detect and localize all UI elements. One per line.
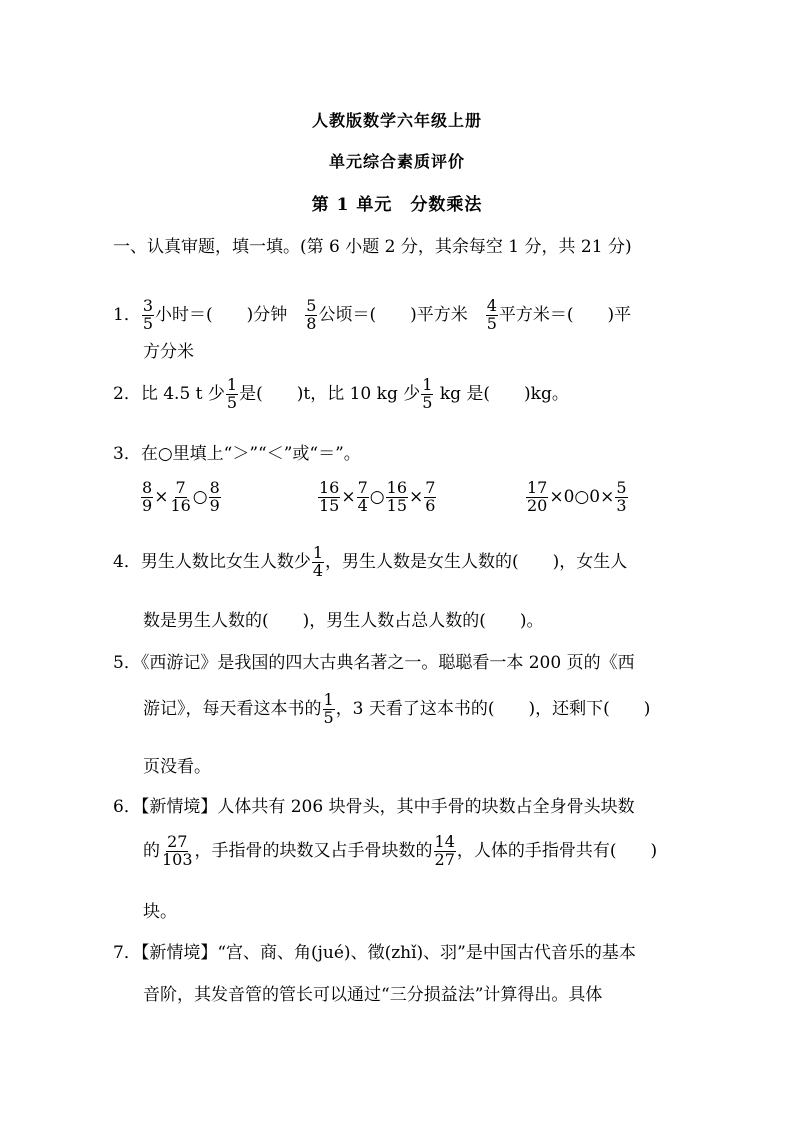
question-number: 4． xyxy=(113,551,141,572)
question-2 xyxy=(113,377,569,412)
fraction: $\frac{3}{5}$ xyxy=(142,296,154,333)
fraction: $\frac{1}{5}$ xyxy=(226,375,238,412)
answer-circle[interactable]: ○ xyxy=(192,486,208,507)
question-4-continued: 数是男生人数的( )，男生人数占总人数的( )。 xyxy=(143,611,544,631)
fraction: $\frac{14}{27}$ xyxy=(434,832,455,869)
answer-circle[interactable]: ×0○0× xyxy=(549,486,615,507)
question-1 xyxy=(113,298,631,333)
question-6-line-2: 的 $\frac{27}{103}$ ，手指骨的块数又占手骨块数的 $\frac{14}{27}$ ，人体的手指骨共有( ) xyxy=(143,832,658,869)
question-text: 在○里填上“＞”“＜”或“＝”。 xyxy=(140,444,361,464)
evaluation-title: 单元综合素质评价 xyxy=(328,152,465,171)
question-text: 小时＝( )分钟 xyxy=(155,304,288,325)
comparison-expression-3: $\frac{17}{20}$ ×0○0× $\frac{5}{3}$ xyxy=(527,478,627,515)
answer-circle[interactable]: ○ xyxy=(369,486,385,507)
question-text: 是( )t，比 10 kg 少 xyxy=(239,383,421,404)
question-text: 【新情境】人体共有 206 块骨头，其中手骨的块数占全身骨头块数 xyxy=(140,797,635,817)
unit-title: 第 1 单元 分数乘法 xyxy=(311,195,483,215)
question-4 xyxy=(113,545,627,580)
question-5-line-2: 游记》，每天看这本书的 $\frac{1}{5}$ ，3 天看了这本书的( )，还剩下( ) xyxy=(143,690,651,727)
question-6 xyxy=(113,792,635,817)
question-number: 1． xyxy=(113,304,141,325)
question-7-line-2: 音阶，其发音管的管长可以通过“三分损益法”计算得出。具体 xyxy=(143,985,603,1005)
book-title: 人教版数学六年级上册 xyxy=(311,111,482,130)
fraction: $\frac{27}{103}$ xyxy=(162,832,193,869)
section-heading: 一、认真审题，填一填。(第 6 小题 2 分，其余每空 1 分，共 21 分) xyxy=(113,237,632,257)
question-text: 《西游记》是我国的四大古典名著之一。聪聪看一本 200 页的《西 xyxy=(140,653,635,673)
question-number: 6． xyxy=(113,797,141,817)
question-number: 7． xyxy=(113,943,141,963)
question-5-line-3: 页没看。 xyxy=(143,757,211,777)
fraction: $\frac{1}{4}$ xyxy=(312,543,324,580)
question-text: 比 4.5 t 少 xyxy=(140,383,225,404)
fraction: $\frac{4}{5}$ xyxy=(486,296,497,333)
question-6-line-3: 块。 xyxy=(143,902,177,922)
question-text: 公顷＝( )平方米 xyxy=(318,304,468,325)
question-5 xyxy=(113,648,635,673)
question-number: 3． xyxy=(113,444,141,464)
question-7 xyxy=(113,938,636,963)
question-3 xyxy=(113,439,361,464)
question-text: 男生人数比女生人数少 xyxy=(140,551,311,572)
question-text: 【新情境】“宫、商、角(jué)、徵(zhǐ)、羽”是中国古代音乐的基本 xyxy=(140,943,636,963)
question-number: 2． xyxy=(113,383,141,404)
question-text: 平方米＝( )平 xyxy=(498,304,632,325)
question-number: 5． xyxy=(113,653,141,673)
comparison-expression-2: $\frac{16}{15}$ × $\frac{7}{4}$ ○ $\frac{16}{15}$ × $\frac{7}{6}$ xyxy=(319,478,436,515)
question-text: kg 是( )kg。 xyxy=(434,383,569,404)
question-text: ，男生人数是女生人数的( )，女生人 xyxy=(325,551,628,572)
fraction: $\frac{5}{8}$ xyxy=(306,296,317,333)
comparison-expression-1: $\frac{8}{9}$ × $\frac{7}{16}$ ○ $\frac{8}{9}$ xyxy=(142,478,220,515)
fraction: $\frac{1}{5}$ xyxy=(323,690,334,727)
question-1-continued: 方分米 xyxy=(143,342,194,362)
fraction: $\frac{1}{5}$ xyxy=(422,375,433,412)
